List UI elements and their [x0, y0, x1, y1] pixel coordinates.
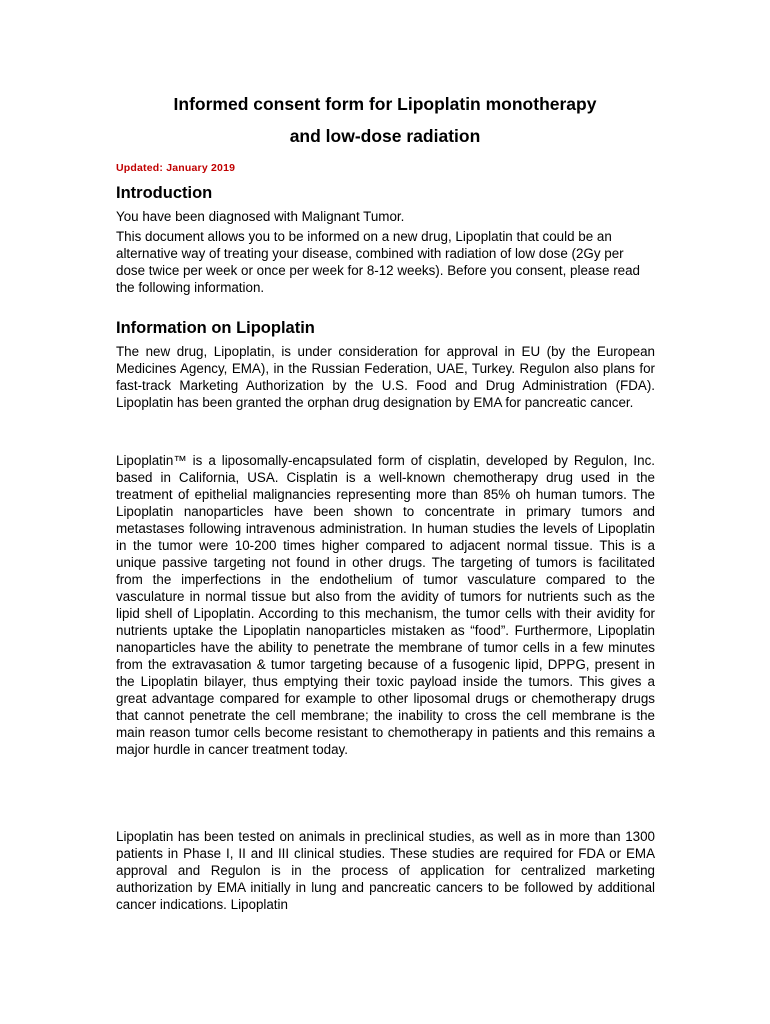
document-title-line-2: and low-dose radiation	[289, 126, 481, 146]
section-heading-information: Information on Lipoplatin	[116, 319, 315, 337]
introduction-paragraph-1: You have been diagnosed with Malignant Tumor.	[116, 209, 405, 224]
updated-date: Updated: January 2019	[116, 162, 236, 174]
information-paragraph-2: Lipoplatin™ is a liposomally-encapsulated form of cisplatin, developed by Regulon, Inc. based in California, USA. Cisplatin is a well-known chemotherapy drug used in the treatment of epithelial malignancies representing more than 85% oh human tumors. The Lipoplatin nanoparticles have been shown to concentrate in primary tumors and metastases following intravenous administration. In human studies the levels of Lipoplatin in the tumor were 10-200 times higher compared to adjacent normal tissue. This is a unique passive targeting not found in other drugs. The targeting of tumors is facilitated from the imperfections in the endothelium of tumor vasculature compared to the vasculature in normal tissue but also from the avidity of tumors for nutrients such as the lipid shell of Lipoplatin. According to this mechanism, the tumor cells with their avidity for nutrients uptake the Lipoplatin nanoparticles mistaken as “food”. Furthermore, Lipoplatin nanoparticles have the ability to penetrate the membrane of tumor cells in a few minutes from the extravasation & tumor targeting because of a fusogenic lipid, DPPG, present in the Lipoplatin bilayer, thus emptying their toxic payload inside the tumors. This gives a great advantage compared for example to other liposomal drugs or chemotherapy drugs that cannot penetrate the cell membrane; the inability to cross the cell membrane is the main reason tumor cells become resistant to chemotherapy in patients and this remains a major hurdle in cancer treatment today.	[116, 453, 655, 757]
information-paragraph-3: Lipoplatin has been tested on animals in preclinical studies, as well as in more than 1300 patients in Phase I, II and III clinical studies. These studies are required for FDA or EMA approval and Regulon is in the process of application for centralized marketing authorization by EMA initially in lung and pancreatic cancers to be followed by additional cancer indications. Lipoplatin	[116, 829, 655, 912]
introduction-paragraph-2: This document allows you to be informed on a new drug, Lipoplatin that could be an alternative way of treating your disease, combined with radiation of low dose (2Gy per dose twice per week or once per week for 8-12 weeks). Before you consent, please read the following information.	[116, 229, 641, 295]
document-title-line-1: Informed consent form for Lipoplatin monotherapy	[173, 94, 597, 114]
information-paragraph-1: The new drug, Lipoplatin, is under consideration for approval in EU (by the European Medicines Agency, EMA), in the Russian Federation, UAE, Turkey. Regulon also plans for fast-track Marketing Authorization by the U.S. Food and Drug Administration (FDA). Lipoplatin has been granted the orphan drug designation by EMA for pancreatic cancer.	[116, 344, 655, 410]
section-heading-introduction: Introduction	[116, 184, 213, 202]
